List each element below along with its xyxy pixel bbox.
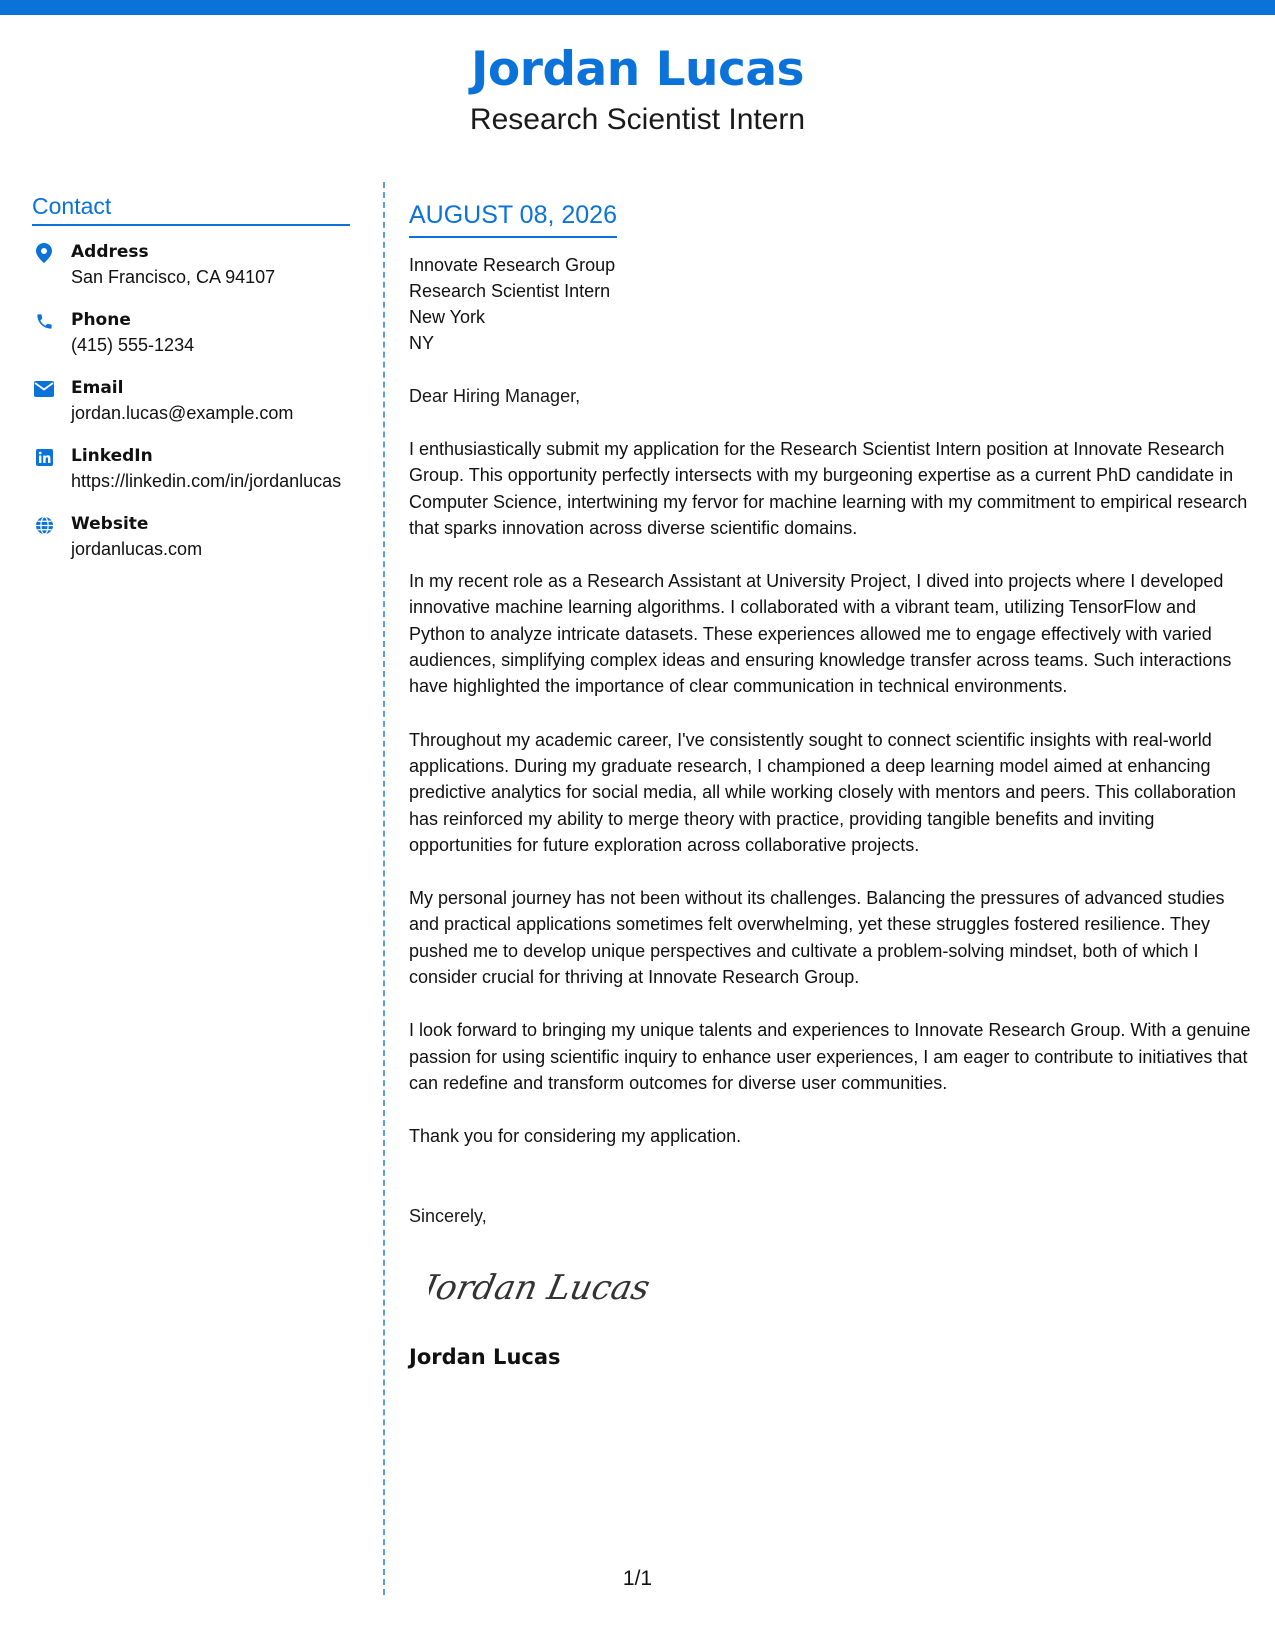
recipient-company: Innovate Research Group [409, 255, 616, 275]
phone-value: (415) 555-1234 [71, 335, 195, 355]
body-paragraph: I look forward to bringing my unique talents and experiences to Innovate Research Group. With a genuine passion for using scientific inquiry to enhance user experiences, I am eager to contribute to initiatives that can redefine and transform outcomes for diverse user communities. [409, 1020, 1251, 1093]
contact-sidebar [32, 190, 350, 580]
recipient-block [409, 252, 1255, 356]
recipient-city: New York [409, 307, 486, 327]
body-paragraph: In my recent role as a Research Assistant at University Project, I dived into projects where I developed innovative machine learning algorithms. I collaborated with a vibrant team, utilizing TensorFlow and Python to analyze intricate datasets. These experiences allowed me to engage effectively with varied audiences, simplifying complex ideas and ensuring knowledge transfer across teams. Such interactions have highlighted the importance of clear communication in technical environments. [409, 571, 1232, 697]
contact-item-linkedin [32, 444, 350, 494]
signer-name: Jordan Lucas [409, 1344, 561, 1369]
page-number: 1/1 [622, 1567, 653, 1590]
linkedin-value[interactable]: https://linkedin.com/in/jordanlucas [71, 471, 342, 491]
letter-body [409, 198, 1255, 1371]
body-paragraph: Throughout my academic career, I've consistently sought to connect scientific insights with real-world applications. During my graduate research, I championed a deep learning model aimed at enhancing predictive analytics for social media, all while working closely with mentors and peers. This collaboration has reinforced my ability to merge theory with practice, providing tangible benefits and inviting opportunities for future exploration across collaborative projects. [409, 729, 1237, 855]
top-accent-bar [0, 0, 1275, 15]
applicant-name: Jordan Lucas [470, 42, 805, 97]
handwritten-signature [429, 1259, 659, 1319]
contact-item-phone [32, 308, 350, 358]
contact-label: Address [71, 242, 149, 262]
closing: Sincerely, [409, 1205, 487, 1226]
contact-section-title: Contact [32, 190, 350, 226]
email-value[interactable]: jordan.lucas@example.com [71, 403, 294, 423]
signature-text: Jordan Lucas [429, 1267, 654, 1308]
page-header [0, 40, 1275, 140]
salutation: Dear Hiring Manager, [409, 386, 581, 406]
body-paragraph: My personal journey has not been without its challenges. Balancing the pressures of advanced studies and practical applications sometimes felt overwhelming, yet these struggles fostered resilience. They pushed me to develop unique perspectives and cultivate a problem-solving mindset, both of which I consider crucial for thriving at Innovate Research Group. [409, 888, 1225, 988]
contact-item-website [32, 512, 350, 562]
contact-label: Email [71, 378, 124, 398]
signature-image [429, 1259, 1255, 1319]
envelope-icon [34, 379, 54, 399]
body-paragraph: Thank you for considering my application. [409, 1126, 742, 1147]
linkedin-icon [34, 447, 54, 467]
address-value: San Francisco, CA 94107 [71, 267, 276, 287]
contact-item-email [32, 376, 350, 426]
column-divider [383, 182, 385, 1595]
recipient-state: NY [409, 333, 435, 353]
globe-icon [34, 515, 54, 535]
body-paragraph: I enthusiastically submit my application for the Research Scientist Intern position at Innovate Research Group. This opportunity perfectly intersects with my burgeoning expertise as a current PhD candidate in Computer Science, intertwining my fervor for machine learning with my commitment to empirical research that sparks innovation across diverse scientific domains. [409, 439, 1248, 538]
applicant-role: Research Scientist Intern [469, 103, 806, 136]
contact-item-address [32, 240, 350, 290]
contact-label: Phone [71, 310, 131, 330]
phone-icon [34, 311, 54, 331]
contact-label: LinkedIn [71, 446, 153, 466]
website-value[interactable]: jordanlucas.com [71, 539, 203, 559]
letter-date: AUGUST 08, 2026 [409, 198, 617, 238]
map-pin-icon [34, 243, 54, 263]
recipient-position: Research Scientist Intern [409, 281, 611, 301]
contact-label: Website [71, 514, 149, 534]
